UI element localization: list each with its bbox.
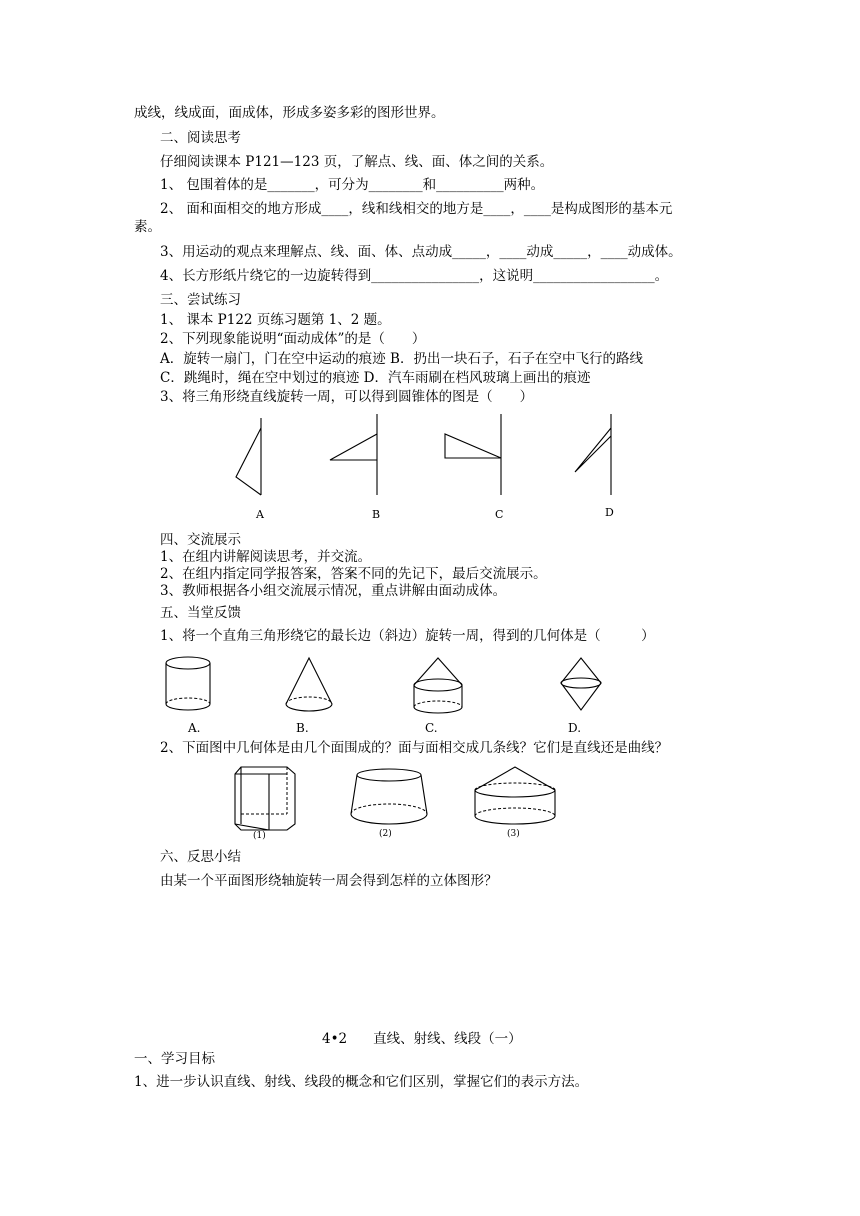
composite-label-3: (3) [507,829,520,839]
practice-3: 3、将三角形绕直线旋转一周，可以得到圆锥体的图是（ ） [160,389,534,405]
practice-1: 1、 课本 P122 页练习题第 1、2 题。 [160,312,391,328]
triangle-label-d: D [605,506,614,519]
feedback-2: 2、下面图中几何体是由几个面围成的？面与面相交成几条线？它们是直线还是曲线？ [160,740,669,756]
solid-double-cone-d [561,658,601,735]
objective-1: 1、进一步认识直线、射线、线段的概念和它们区别，掌握它们的表示方法。 [134,1074,589,1090]
triangle-rotation-figure [220,410,640,525]
composite-solids-figure [225,764,585,844]
section-heading-practice: 三、尝试练习 [160,292,241,308]
question-4: 4、长方形纸片绕它的一边旋转得到________________，这说明__________________。 [160,268,669,284]
exchange-1: 1、在组内讲解阅读思考，并交流。 [160,549,372,565]
section-title-number: 4•2 [322,1031,348,1047]
practice-2-options-ab: A．旋转一扇门，门在空中运动的痕迹 B．扔出一块石子，石子在空中飞行的路线 [160,351,643,367]
exchange-2: 2、在组内指定同学报答案，答案不同的先记下，最后交流展示。 [160,566,547,582]
solid-label-b: B. [296,721,309,735]
triangle-option-b [330,414,380,521]
feedback-1: 1、将一个直角三角形绕它的最长边（斜边）旋转一周，得到的几何体是（ ） [160,628,655,644]
section-heading-feedback: 五、当堂反馈 [160,605,241,621]
exchange-3: 3、教师根据各小组交流展示情况，重点讲解由面动成体。 [160,583,507,599]
triangle-option-c [445,414,503,521]
question-1: 1、 包围着体的是_______，可分为________和__________两种。 [160,177,545,193]
triangle-option-a [236,418,265,521]
section-title-text: 直线、射线、线段（一） [373,1031,522,1047]
solid-frustum-2 [351,769,427,839]
section-heading-exchange: 四、交流展示 [160,532,241,548]
section-title [322,1027,522,1047]
practice-2: 2、下列现象能说明“面动成体”的是（ ） [160,331,426,347]
composite-label-1: (1) [253,831,266,841]
section-heading-reading: 二、阅读思考 [160,130,241,146]
solid-label-c: C. [425,721,438,735]
question-2-continued: 素。 [134,219,161,235]
solids-figure [160,652,620,742]
question-3: 3、用运动的观点来理解点、线、面、体、点动成_____，____动成_____，____动成体。 [160,244,682,260]
solid-capped-cylinder-c [414,658,462,735]
solid-cone-b [286,658,332,735]
text-line-3: 仔细阅读课本 P121—123 页，了解点、线、面、体之间的关系。 [160,154,554,170]
text-line-1: 成线，线成面，面成体，形成多姿多彩的图形世界。 [134,105,445,121]
composite-label-2: (2) [379,829,392,839]
solid-label-d: D. [568,721,582,735]
triangle-label-c: C [495,508,504,521]
solid-prism-1 [235,767,295,841]
section-heading-reflection: 六、反思小结 [160,849,241,865]
question-2: 2、 面和面相交的地方形成____，线和线相交的地方是____，____是构成图形的基本元 [160,201,673,217]
triangle-label-b: B [372,508,381,521]
triangle-option-d [575,414,614,519]
section-heading-objectives: 一、学习目标 [134,1051,215,1067]
practice-2-options-cd: C．跳绳时，绳在空中划过的痕迹 D．汽车雨刷在档风玻璃上画出的痕迹 [160,370,591,386]
solid-label-a: A. [188,721,201,735]
reflection-question: 由某一个平面图形绕轴旋转一周会得到怎样的立体图形？ [160,873,498,889]
solid-cone-cylinder-3 [475,767,555,839]
solid-cylinder-a [166,657,210,735]
triangle-label-a: A [256,508,264,521]
